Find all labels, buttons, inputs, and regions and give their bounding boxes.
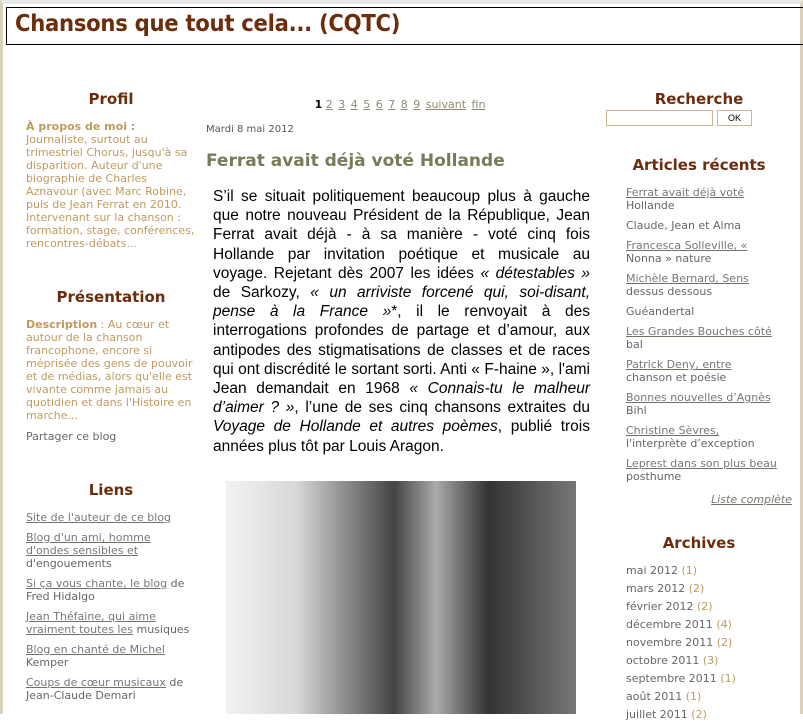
link-anchor[interactable]: Si ça vous chante, le blog [26, 577, 168, 590]
link-item [26, 531, 196, 570]
recent-article-link[interactable]: Christine Sèvres, [626, 424, 720, 437]
archive-item[interactable] [626, 600, 792, 613]
share-blog-link[interactable]: Partager ce blog [26, 430, 117, 443]
profil-body: Journaliste, surtout au trimestriel Chorus, jusqu'à sa disparition. Auteur d'une biographie de Charles Aznavour (avec Marc Robine, puis de Jean Ferrat en 2010. Intervenant sur la chanson : formation, stage, conférences, rencontres-débats... [26, 133, 195, 250]
link-anchor[interactable]: Blog d'un ami, homme d'ondes sensibles et [26, 531, 151, 557]
recent-article-rest: chanson et poésie [626, 371, 727, 384]
page-link[interactable]: 5 [363, 98, 371, 111]
recent-article-item[interactable] [626, 391, 792, 417]
page-link[interactable]: 6 [375, 98, 383, 111]
last-page-link[interactable]: fin [471, 98, 486, 111]
recent-article-rest: Guéandertal [626, 305, 695, 318]
recent-article-link[interactable]: Ferrat avait déjà voté [626, 186, 745, 199]
archive-item[interactable] [626, 690, 792, 703]
liens-heading: Liens [88, 481, 134, 499]
body-segment: « détestables » [480, 264, 590, 282]
archive-month[interactable]: décembre 2011 [626, 618, 713, 631]
recent-article-item[interactable] [626, 305, 792, 318]
description-body: : Au cœur et autour de la chanson francophone, encore si méprisée des gens de pouvoir et de médias, alors qu'elle est vivante comme jamais au quotidien et dans l'Histoire en marche... [26, 318, 193, 422]
archive-item[interactable] [626, 618, 792, 631]
archive-month[interactable]: février 2012 [626, 600, 694, 613]
blog-title[interactable]: Chansons que tout cela... (CQTC) [15, 11, 401, 37]
link-rest: Kemper [26, 656, 69, 669]
presentation-text [26, 318, 196, 422]
page-link[interactable]: 2 [325, 98, 333, 111]
page-link[interactable]: 4 [350, 98, 358, 111]
body-segment: *, il le renvoyait à des interrogations profondes de partage et d’amour, aux antipodes des stigmatisations de classes et de races qui ont discrédité le sortant sorti. Anti « F-haine », l'ami Jean demandait en 1968 [213, 303, 590, 398]
archive-count: (1) [681, 564, 698, 577]
archive-item[interactable] [626, 582, 792, 595]
recent-article-item[interactable] [626, 219, 792, 232]
recent-article-rest: Nonna » nature [626, 252, 712, 265]
recent-articles-list [606, 186, 792, 483]
link-anchor[interactable]: Blog en chanté de Michel [26, 643, 165, 656]
archive-count: (2) [688, 582, 705, 595]
pagination [206, 98, 596, 111]
full-list-link[interactable] [606, 493, 792, 506]
archive-item[interactable] [626, 708, 792, 721]
search-form [606, 110, 792, 126]
left-sidebar [26, 90, 196, 709]
recent-article-item[interactable] [626, 457, 792, 483]
archive-month[interactable]: juillet 2011 [626, 708, 688, 721]
archive-item[interactable] [626, 654, 792, 667]
archive-count: (2) [716, 636, 733, 649]
archive-count: (2) [697, 600, 713, 613]
archive-count: (1) [685, 690, 702, 703]
full-list-label[interactable]: Liste complète [711, 493, 792, 506]
archive-count: (1) [720, 672, 736, 685]
post-title[interactable]: Ferrat avait déjà voté Hollande [206, 151, 505, 171]
post-photo [226, 481, 576, 714]
recent-article-item[interactable] [626, 272, 792, 298]
recent-article-rest: Hollande [626, 199, 675, 212]
profil-text [26, 120, 196, 250]
profil-label: À propos de moi : [26, 120, 136, 133]
recent-article-link[interactable]: Leprest dans son plus beau [626, 457, 777, 470]
link-rest: de Fred Hidalgo [26, 577, 185, 603]
next-page-link[interactable]: suivant [425, 98, 467, 111]
body-segment: Voyage de Hollande et autres poèmes [213, 418, 498, 436]
recent-article-item[interactable] [626, 424, 792, 450]
recent-article-item[interactable] [626, 358, 792, 384]
description-label: Description [26, 318, 98, 331]
recent-article-rest: l'interprète d’exception [626, 437, 755, 450]
link-anchor[interactable]: Site de l'auteur de ce blog [26, 511, 172, 524]
body-segment: de Sarkozy, [213, 284, 311, 302]
archive-month[interactable]: août 2011 [626, 690, 683, 703]
recent-article-rest: Bihl [626, 404, 647, 417]
links-list [26, 511, 196, 702]
link-item [26, 511, 196, 524]
archive-item[interactable] [626, 636, 792, 649]
archives-list [606, 564, 792, 721]
page-current: 1 [314, 98, 323, 111]
recent-heading: Articles récents [632, 156, 766, 174]
recent-article-item[interactable] [626, 186, 792, 212]
recent-article-rest: dessus dessous [626, 285, 713, 298]
link-rest: de Jean-Claude Demari [26, 676, 184, 702]
archive-month[interactable]: mars 2012 [626, 582, 686, 595]
archive-item[interactable] [626, 672, 792, 685]
archive-month[interactable]: septembre 2011 [626, 672, 717, 685]
recent-article-link[interactable]: Patrick Deny, entre [626, 358, 732, 371]
recent-article-rest: bal [626, 338, 643, 351]
blog-header [6, 7, 803, 45]
search-heading: Recherche [654, 90, 744, 108]
recent-article-rest: posthume [626, 470, 682, 483]
archive-month[interactable]: novembre 2011 [626, 636, 714, 649]
link-anchor[interactable]: Coups de cœur musicaux [26, 676, 166, 689]
recent-article-link[interactable]: Les Grandes Bouches côté [626, 325, 772, 338]
right-sidebar [606, 90, 792, 726]
body-segment: S’il se situait politiquement beaucoup plus à gauche que notre nouveau Président de la République, Jean Ferrat avait déjà - à sa manière - voté cinq fois Hollande par invitation poétique et musicale au voyage. Rejetant dès 2007 les idées [213, 188, 590, 282]
archive-count: (3) [702, 654, 719, 667]
search-input[interactable] [606, 110, 713, 126]
page-link[interactable]: 9 [413, 98, 421, 111]
post-date: Mardi 8 mai 2012 [206, 124, 294, 135]
page-link[interactable]: 3 [338, 98, 346, 111]
archives-heading: Archives [662, 534, 736, 552]
archive-month[interactable]: mai 2012 [626, 564, 679, 577]
link-rest: musiques [136, 623, 190, 636]
body-segment: « Connais-tu le malheur d’aimer ? » [213, 380, 590, 417]
recent-article-rest: Claude, Jean et Alma [626, 219, 742, 232]
recent-article-link[interactable]: Bonnes nouvelles d’Agnès [626, 391, 771, 404]
link-rest: d'engouements [26, 557, 112, 570]
link-anchor[interactable]: Jean Théfaine, qui aime vraiment toutes les [26, 610, 156, 636]
page-link[interactable]: 8 [400, 98, 408, 111]
body-segment: , l’une de ses cinq chansons extraites du [294, 399, 590, 417]
profil-heading: Profil [88, 90, 134, 108]
link-item [26, 676, 196, 702]
archive-month[interactable]: octobre 2011 [626, 654, 700, 667]
main-content [206, 98, 596, 456]
recent-article-link[interactable]: Francesca Solleville, « [626, 239, 748, 252]
post-body [213, 187, 590, 456]
search-ok-button[interactable]: OK [717, 110, 752, 126]
archive-item[interactable] [626, 564, 792, 577]
body-segment: « un arriviste forcené qui, soi-disant, pense à la France » [213, 284, 590, 321]
archive-count: (4) [716, 618, 732, 631]
presentation-heading: Présentation [56, 288, 166, 306]
body-segment: , publié trois années plus tôt par Louis Aragon. [213, 418, 590, 455]
link-item [26, 577, 196, 603]
recent-article-item[interactable] [626, 239, 792, 265]
recent-article-item[interactable] [626, 325, 792, 351]
archive-count: (2) [691, 708, 707, 721]
recent-article-link[interactable]: Michèle Bernard, Sens [626, 272, 749, 285]
link-item [26, 643, 196, 669]
page-link[interactable]: 7 [388, 98, 396, 111]
link-item [26, 610, 196, 636]
